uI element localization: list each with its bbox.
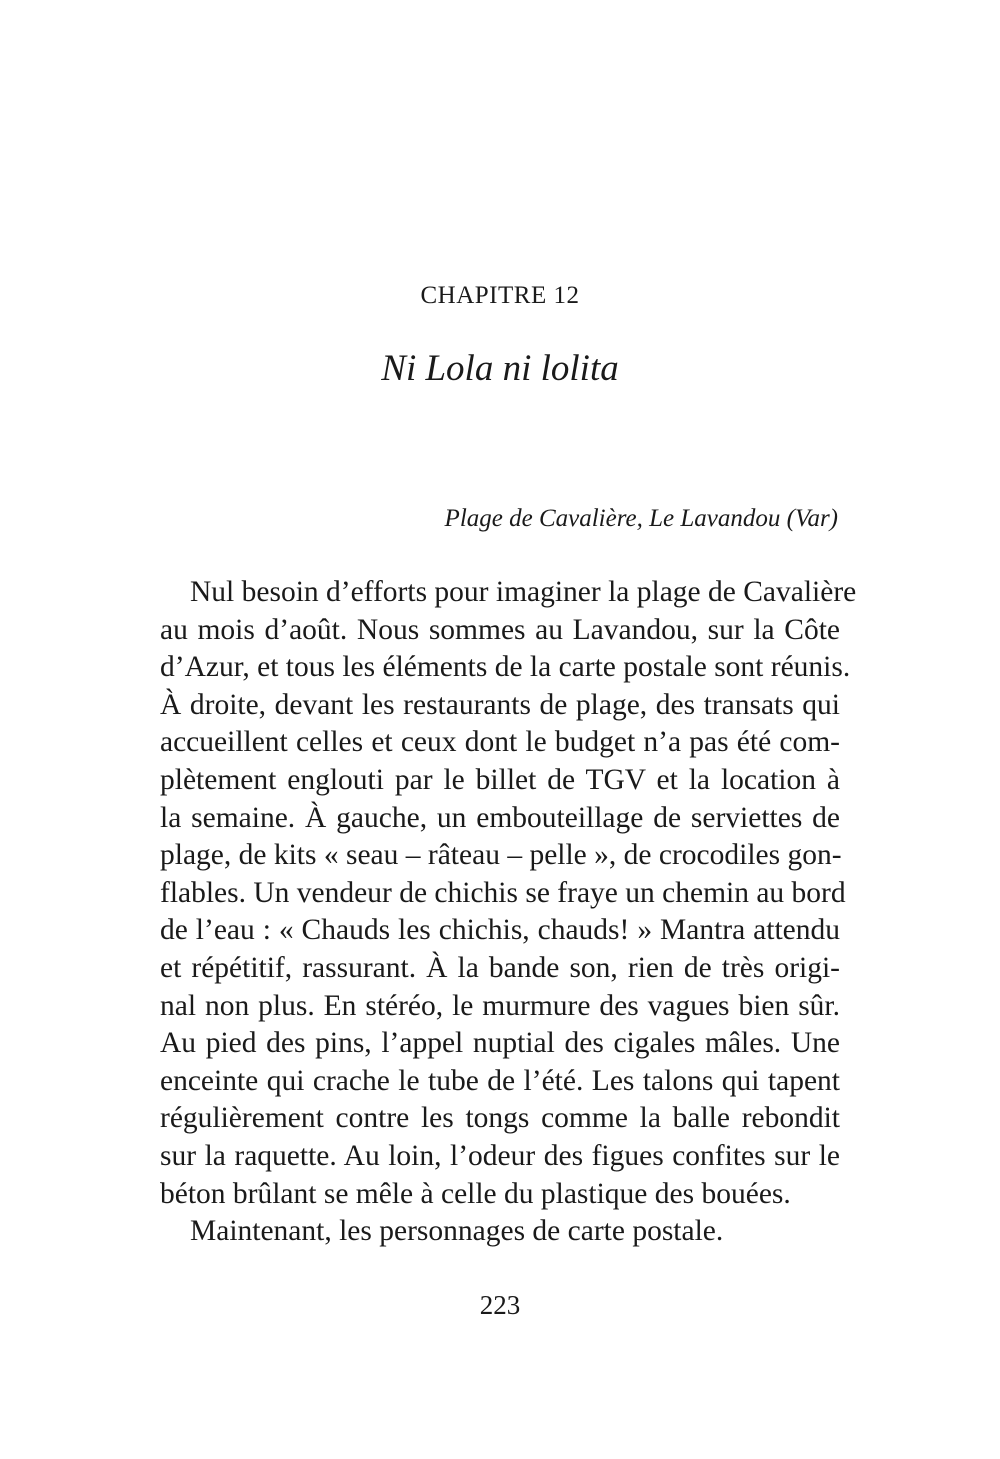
chapter-label: CHAPITRE 12 bbox=[420, 282, 580, 309]
body-line: la semaine. À gauche, un embouteillage de serviettes de bbox=[160, 801, 840, 834]
body-line: enceinte qui crache le tube de l’été. Les talons qui tapent bbox=[160, 1064, 840, 1097]
body-line: Au pied des pins, l’appel nuptial des cigales mâles. Une bbox=[160, 1027, 840, 1060]
body-line: nal non plus. En stéréo, le murmure des vagues bien sûr. bbox=[160, 989, 840, 1022]
body-line: et répétitif, rassurant. À la bande son, rien de très origi- bbox=[160, 951, 840, 984]
body-line: accueillent celles et ceux dont le budget n’a pas été com- bbox=[160, 726, 840, 759]
chapter-location-epigraph: Plage de Cavalière, Le Lavandou (Var) bbox=[444, 505, 838, 532]
body-line: plètement englouti par le billet de TGV et la location à bbox=[160, 763, 840, 796]
body-line: flables. Un vendeur de chichis se fraye un chemin au bord bbox=[160, 876, 846, 909]
body-line: au mois d’août. Nous sommes au Lavandou, sur la Côte bbox=[160, 613, 840, 646]
body-line: de l’eau : « Chauds les chichis, chauds! » Mantra attendu bbox=[160, 914, 840, 947]
body-line: À droite, devant les restaurants de plage, des transats qui bbox=[160, 688, 840, 721]
body-line: d’Azur, et tous les éléments de la carte postale sont réunis. bbox=[160, 651, 851, 684]
body-line: plage, de kits « seau – râteau – pelle », de crocodiles gon- bbox=[160, 839, 842, 872]
page-number: 223 bbox=[479, 1290, 521, 1320]
body-line: sur la raquette. Au loin, l’odeur des figues confites sur le bbox=[160, 1139, 840, 1172]
body-line: Maintenant, les personnages de carte postale. bbox=[190, 1215, 724, 1248]
chapter-title: Ni Lola ni lolita bbox=[381, 348, 619, 389]
body-line: Nul besoin d’efforts pour imaginer la plage de Cavalière bbox=[190, 576, 857, 608]
body-text bbox=[160, 574, 857, 1251]
body-line: béton brûlant se mêle à celle du plastique des bouées. bbox=[160, 1177, 791, 1210]
body-line: régulièrement contre les tongs comme la balle rebondit bbox=[160, 1102, 840, 1135]
